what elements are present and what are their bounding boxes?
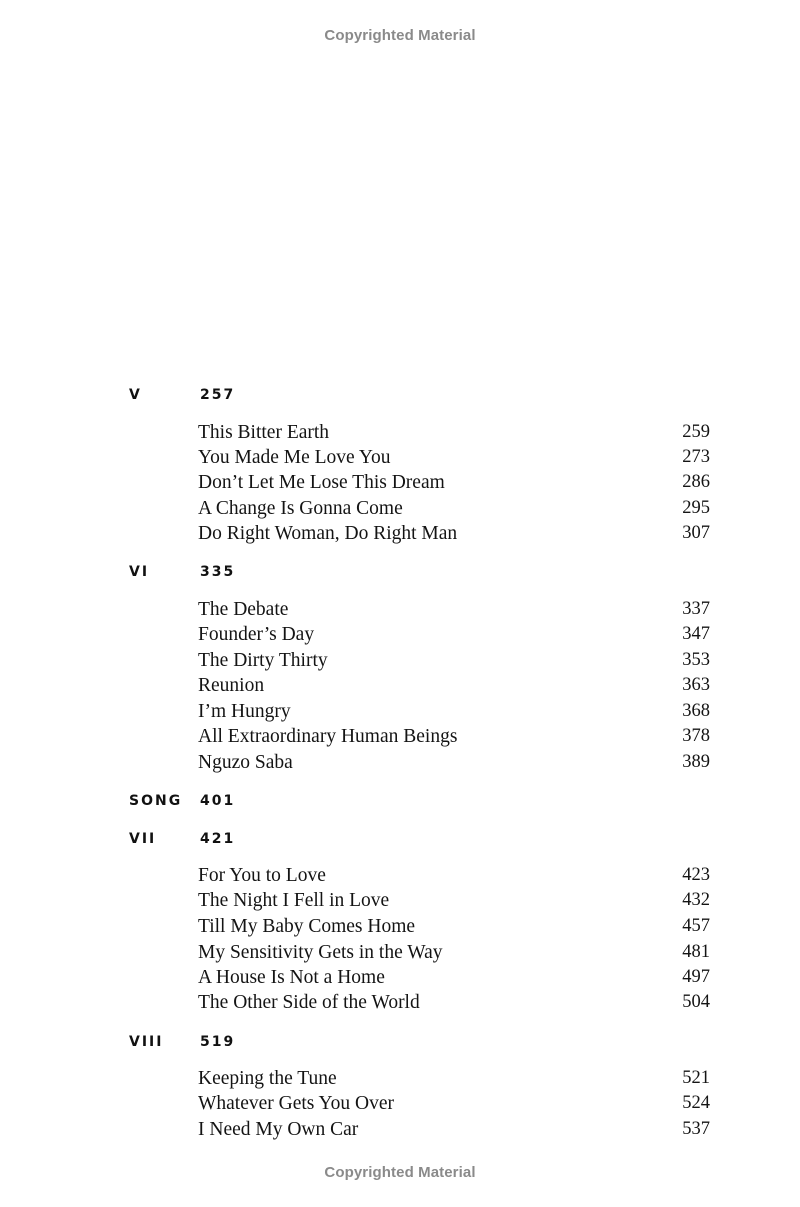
- toc-entry[interactable]: [198, 650, 710, 674]
- part-page-number: 421: [200, 831, 236, 847]
- copyright-watermark-top: Copyrighted Material: [324, 27, 476, 44]
- part-page-number: 335: [200, 564, 236, 580]
- chapter-page-number: 521: [682, 1068, 710, 1088]
- toc-entry[interactable]: [198, 498, 710, 522]
- chapter-page-number: 423: [682, 865, 710, 885]
- toc-entry[interactable]: [198, 726, 710, 750]
- toc-entry[interactable]: [198, 624, 710, 648]
- chapter-title: The Debate: [198, 599, 289, 620]
- chapter-page-number: 259: [682, 422, 710, 442]
- chapter-title: The Dirty Thirty: [198, 650, 328, 671]
- toc-entry[interactable]: [198, 523, 710, 547]
- toc-entry[interactable]: [198, 472, 710, 496]
- chapter-title: The Other Side of the World: [198, 992, 420, 1013]
- chapter-page-number: 347: [682, 624, 710, 644]
- chapter-page-number: 389: [682, 752, 710, 772]
- chapter-page-number: 337: [682, 599, 710, 619]
- chapter-title: Founder’s Day: [198, 624, 315, 645]
- part-label: VIII: [129, 1034, 164, 1050]
- part-label: V: [129, 387, 142, 403]
- part-page-number: 257: [200, 387, 236, 403]
- toc-entry[interactable]: [198, 752, 710, 776]
- chapter-title: I’m Hungry: [198, 701, 291, 722]
- chapter-page-number: 273: [682, 447, 710, 467]
- chapter-page-number: 353: [682, 650, 710, 670]
- toc-entry[interactable]: [198, 675, 710, 699]
- toc-entry[interactable]: [198, 1093, 710, 1117]
- part-page-number: 519: [200, 1034, 236, 1050]
- chapter-page-number: 524: [682, 1093, 710, 1113]
- chapter-page-number: 368: [682, 701, 710, 721]
- chapter-title: Reunion: [198, 675, 265, 696]
- chapter-title: A House Is Not a Home: [198, 967, 385, 988]
- chapter-title: Do Right Woman, Do Right Man: [198, 523, 458, 544]
- chapter-title: For You to Love: [198, 865, 326, 886]
- chapter-title: Keeping the Tune: [198, 1068, 337, 1089]
- chapter-title: Till My Baby Comes Home: [198, 916, 416, 937]
- toc-entry[interactable]: [198, 422, 710, 446]
- part-label: SONG: [129, 793, 183, 809]
- toc-entry[interactable]: [198, 916, 710, 940]
- toc-entry[interactable]: [198, 942, 710, 966]
- chapter-title: This Bitter Earth: [198, 422, 330, 443]
- toc-entry[interactable]: [198, 1119, 710, 1143]
- chapter-title: My Sensitivity Gets in the Way: [198, 942, 443, 963]
- chapter-title: I Need My Own Car: [198, 1119, 359, 1140]
- chapter-title: Whatever Gets You Over: [198, 1093, 395, 1114]
- toc-entry[interactable]: [198, 599, 710, 623]
- toc-entry[interactable]: [198, 447, 710, 471]
- chapter-page-number: 378: [682, 726, 710, 746]
- toc-entry[interactable]: [198, 865, 710, 889]
- part-page-number: 401: [200, 793, 236, 809]
- chapter-page-number: 307: [682, 523, 710, 543]
- copyright-watermark-bottom: Copyrighted Material: [324, 1164, 476, 1181]
- chapter-title: Nguzo Saba: [198, 752, 293, 773]
- chapter-page-number: 497: [682, 967, 710, 987]
- toc-entry[interactable]: [198, 1068, 710, 1092]
- chapter-page-number: 537: [682, 1119, 710, 1139]
- toc-entry[interactable]: [198, 967, 710, 991]
- chapter-page-number: 432: [682, 890, 710, 910]
- chapter-title: The Night I Fell in Love: [198, 890, 390, 911]
- part-label: VI: [129, 564, 150, 580]
- chapter-page-number: 286: [682, 472, 710, 492]
- chapter-title: All Extraordinary Human Beings: [198, 726, 458, 747]
- chapter-page-number: 363: [682, 675, 710, 695]
- chapter-title: A Change Is Gonna Come: [198, 498, 403, 519]
- toc-entry[interactable]: [198, 890, 710, 914]
- chapter-page-number: 481: [682, 942, 710, 962]
- toc-entry[interactable]: [198, 992, 710, 1016]
- part-label: VII: [129, 831, 157, 847]
- toc-entry[interactable]: [198, 701, 710, 725]
- chapter-page-number: 457: [682, 916, 710, 936]
- chapter-page-number: 295: [682, 498, 710, 518]
- chapter-title: Don’t Let Me Lose This Dream: [198, 472, 445, 493]
- chapter-page-number: 504: [682, 992, 710, 1012]
- chapter-title: You Made Me Love You: [198, 447, 391, 468]
